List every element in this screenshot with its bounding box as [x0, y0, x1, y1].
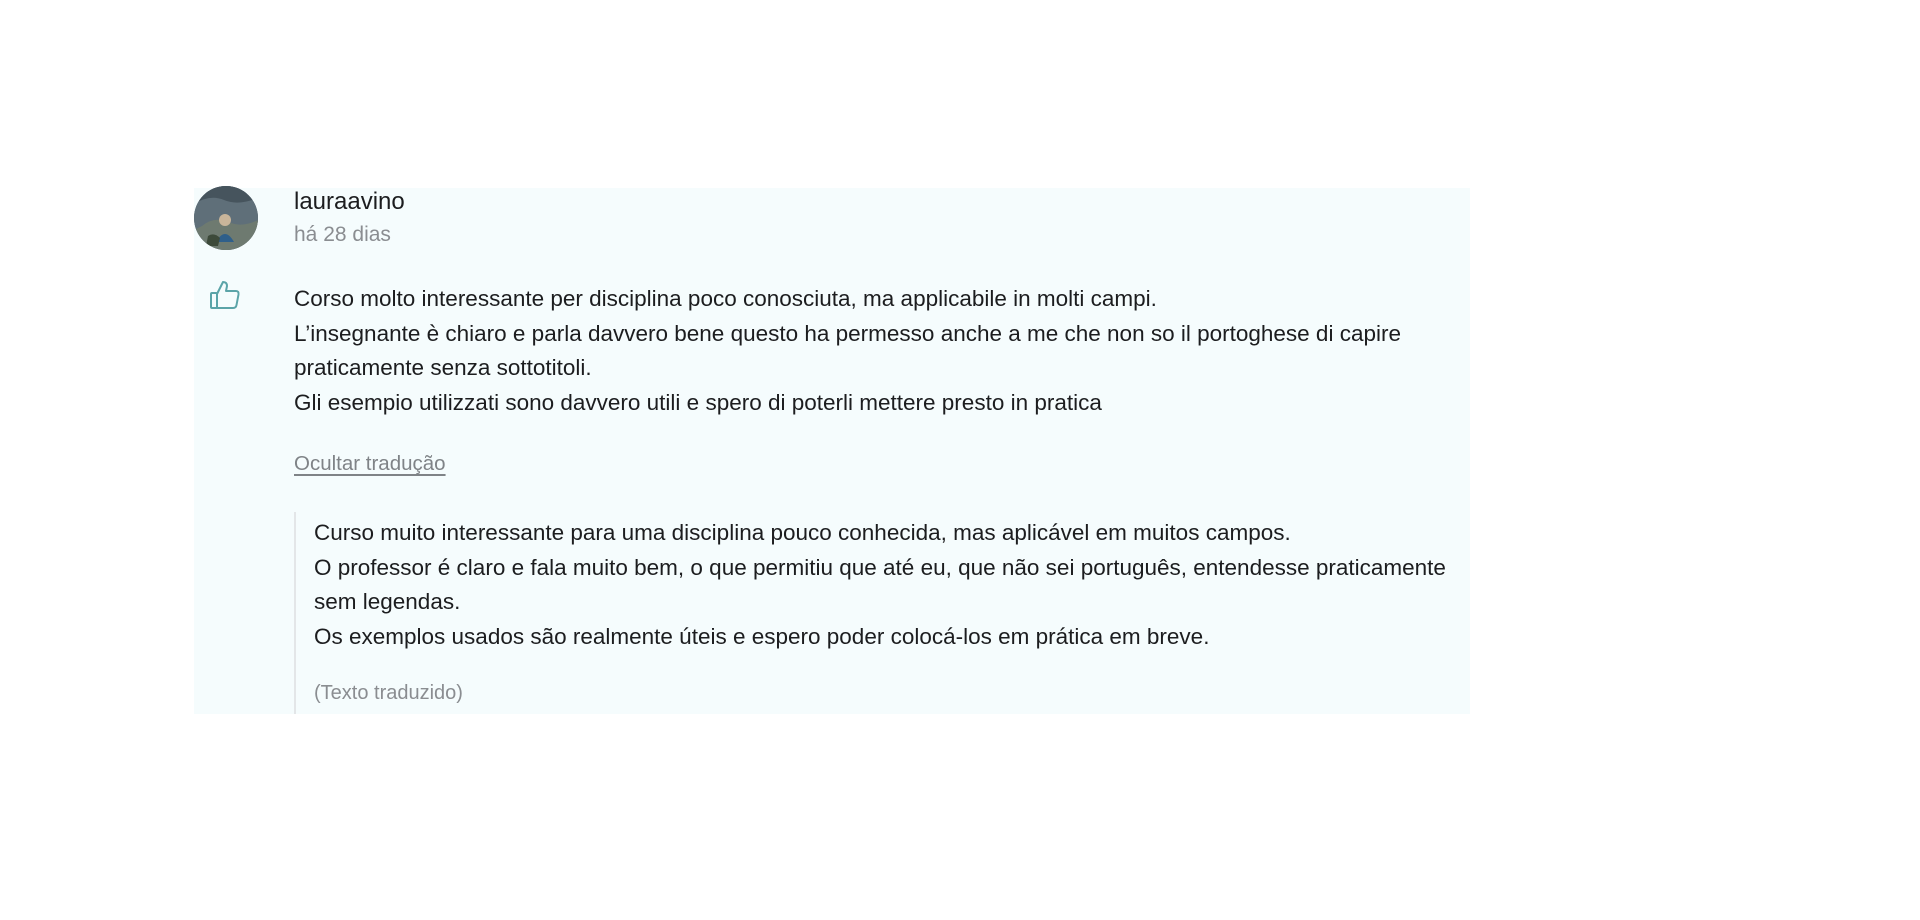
translation-line: O professor é claro e fala muito bem, o que permitiu que até eu, que não sei português, entendesse praticamente sem legendas. [314, 554, 1446, 614]
hide-translation-link[interactable]: Ocultar tradução [294, 452, 446, 475]
translation-block [294, 512, 1454, 714]
review-line: L’insegnante è chiaro e parla davvero bene questo ha permesso anche a me che non so il portoghese di capire praticamente senza sottotitoli. [294, 320, 1401, 380]
translation-line: Curso muito interessante para uma disciplina pouco conhecida, mas aplicável em muitos campos. [314, 520, 1291, 545]
reviewer-name[interactable]: lauraavino [294, 188, 405, 215]
translation-text [314, 512, 1454, 654]
review-line: Gli esempio utilizzati sono davvero utili e spero di poterli mettere presto in pratica [294, 389, 1102, 415]
thumbs-up-icon[interactable] [208, 278, 242, 312]
translated-note: (Texto traduzido) [314, 682, 463, 704]
review-original-text [294, 282, 1414, 420]
avatar [194, 186, 258, 250]
translation-line: Os exemplos usados são realmente úteis e espero poder colocá-los em prática em breve. [314, 623, 1210, 649]
review-date: há 28 dias [294, 223, 391, 246]
review-line: Corso molto interessante per disciplina poco conosciuta, ma applicabile in molti campi. [294, 286, 1157, 311]
